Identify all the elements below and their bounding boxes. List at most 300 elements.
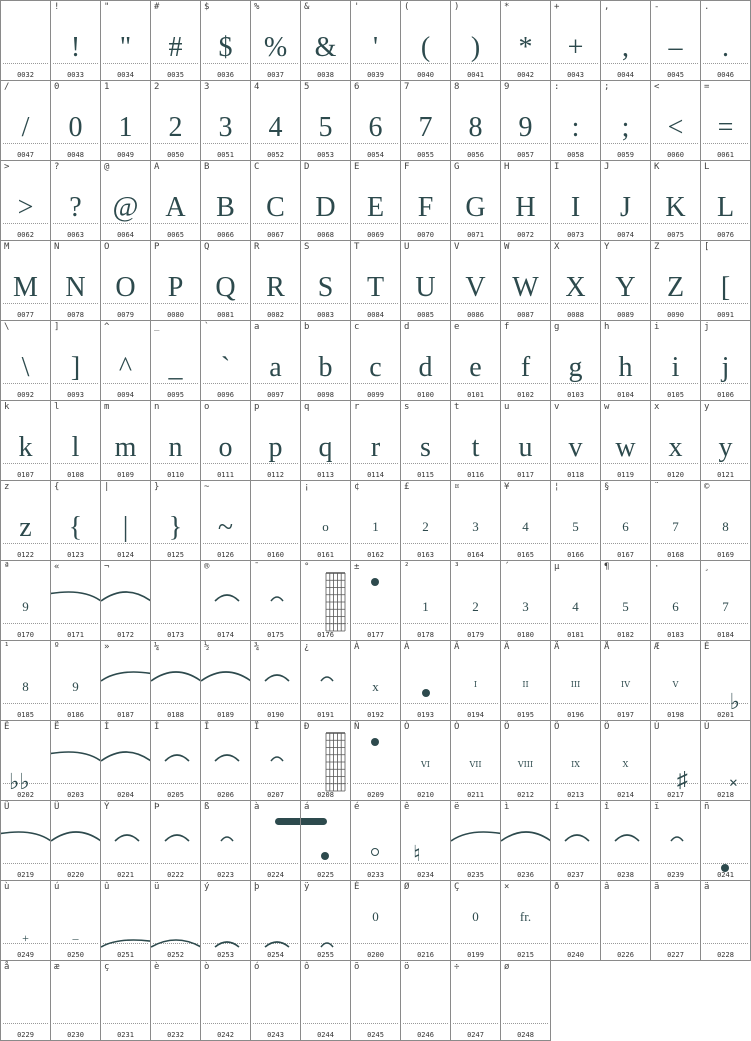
glyph-sample: ) — [470, 32, 481, 63]
glyph-cell[interactable] — [200, 880, 251, 961]
glyph-sample: { — [68, 512, 83, 543]
glyph-cell[interactable] — [450, 160, 501, 241]
glyph-cell[interactable] — [700, 240, 751, 321]
glyph-cell[interactable] — [350, 0, 401, 81]
glyph-cell[interactable] — [650, 800, 701, 881]
glyph-cell[interactable] — [250, 80, 301, 161]
glyph-sample: fr. — [519, 909, 532, 924]
glyph-cell[interactable] — [700, 400, 751, 481]
glyph-cell[interactable] — [600, 80, 651, 161]
glyph-cell[interactable] — [300, 80, 351, 161]
glyph-key-label: Õ — [554, 722, 560, 732]
glyph-cell[interactable] — [50, 560, 101, 641]
glyph-key-label: ã — [654, 882, 660, 892]
glyph-cell[interactable] — [400, 880, 451, 961]
glyph-cell[interactable] — [500, 80, 551, 161]
glyph-cell[interactable] — [200, 960, 251, 1041]
glyph-cell[interactable] — [350, 160, 401, 241]
glyph-cell[interactable] — [300, 960, 351, 1041]
glyph-cell[interactable] — [400, 800, 451, 881]
glyph-code: 0178 — [417, 631, 434, 639]
glyph-code: 0085 — [417, 311, 434, 319]
glyph-key-label: ? — [54, 162, 60, 172]
glyph-cell[interactable] — [500, 720, 551, 801]
glyph-cell[interactable] — [200, 400, 251, 481]
glyph-cell[interactable] — [600, 560, 651, 641]
glyph-cell[interactable] — [300, 640, 351, 721]
glyph-cell[interactable] — [600, 240, 651, 321]
glyph-cell[interactable] — [300, 880, 351, 961]
glyph-cell[interactable] — [600, 320, 651, 401]
glyph-cell[interactable] — [600, 400, 651, 481]
glyph-code: 0172 — [117, 631, 134, 639]
glyph-code: 0161 — [317, 551, 334, 559]
glyph-drawing — [51, 801, 101, 881]
glyph-cell[interactable] — [650, 160, 701, 241]
glyph-key-label: Ç — [454, 882, 460, 892]
glyph-code: 0114 — [367, 471, 384, 479]
glyph-key-label — [154, 562, 159, 572]
glyph-sample: 8 — [468, 112, 483, 143]
glyph-cell[interactable] — [350, 560, 401, 641]
glyph-sample: ^ — [118, 352, 133, 383]
glyph-cell[interactable] — [450, 480, 501, 561]
glyph-cell[interactable] — [450, 320, 501, 401]
glyph-sample: III — [570, 680, 581, 689]
glyph-code: 0077 — [17, 311, 34, 319]
glyph-key-label: Ñ — [354, 722, 360, 732]
glyph-code: 0200 — [367, 951, 384, 959]
glyph-code: 0204 — [117, 791, 134, 799]
glyph-code: 0240 — [567, 951, 584, 959]
glyph-cell[interactable] — [100, 80, 151, 161]
glyph-cell[interactable] — [650, 480, 701, 561]
glyph-cell[interactable] — [250, 320, 301, 401]
glyph-sample: t — [471, 432, 480, 463]
glyph-cell[interactable] — [700, 160, 751, 241]
baseline-guide — [703, 943, 748, 944]
glyph-cell[interactable] — [50, 80, 101, 161]
glyph-cell[interactable] — [450, 240, 501, 321]
glyph-cell[interactable] — [150, 800, 201, 881]
glyph-cell[interactable] — [350, 960, 401, 1041]
glyph-sample: [ — [720, 272, 731, 303]
glyph-cell[interactable] — [450, 880, 501, 961]
glyph-code: 0239 — [667, 871, 684, 879]
glyph-cell[interactable] — [700, 720, 751, 801]
glyph-sample: F — [417, 192, 434, 223]
glyph-cell[interactable] — [50, 320, 101, 401]
glyph-key-label: È — [354, 882, 360, 892]
glyph-key-label: À — [354, 642, 360, 652]
glyph-sample: d — [418, 352, 433, 383]
glyph-cell[interactable] — [650, 240, 701, 321]
glyph-cell[interactable] — [100, 560, 151, 641]
glyph-drawing — [51, 561, 101, 641]
glyph-cell[interactable] — [650, 720, 701, 801]
glyph-cell[interactable] — [650, 80, 701, 161]
glyph-cell[interactable] — [250, 240, 301, 321]
glyph-cell[interactable] — [450, 720, 501, 801]
glyph-cell[interactable] — [500, 160, 551, 241]
glyph-cell[interactable] — [450, 0, 501, 81]
glyph-cell[interactable] — [550, 880, 601, 961]
glyph-sample: II — [522, 680, 529, 689]
glyph-cell[interactable] — [350, 720, 401, 801]
glyph-sample: VIII — [517, 760, 534, 769]
glyph-sample: p — [268, 432, 283, 463]
glyph-cell[interactable] — [350, 800, 401, 881]
glyph-cell[interactable] — [550, 240, 601, 321]
glyph-cell[interactable] — [700, 800, 751, 881]
glyph-cell[interactable] — [250, 480, 301, 561]
glyph-cell[interactable] — [250, 400, 301, 481]
glyph-cell[interactable] — [0, 800, 51, 881]
glyph-cell[interactable] — [100, 400, 151, 481]
glyph-cell[interactable] — [600, 0, 651, 81]
glyph-cell[interactable] — [500, 800, 551, 881]
glyph-cell[interactable] — [300, 800, 351, 881]
glyph-sample: ~ — [217, 512, 234, 543]
glyph-cell[interactable] — [50, 800, 101, 881]
glyph-code: 0047 — [17, 151, 34, 159]
glyph-cell[interactable] — [400, 320, 451, 401]
glyph-key-label: E — [354, 162, 360, 172]
glyph-cell[interactable] — [700, 320, 751, 401]
glyph-cell[interactable] — [600, 160, 651, 241]
glyph-cell[interactable] — [100, 320, 151, 401]
glyph-drawing — [301, 881, 351, 961]
glyph-cell[interactable] — [600, 720, 651, 801]
glyph-cell[interactable] — [650, 560, 701, 641]
glyph-cell[interactable] — [500, 240, 551, 321]
glyph-code: 0255 — [317, 951, 334, 959]
glyph-drawing — [1, 801, 51, 881]
glyph-cell[interactable] — [150, 880, 201, 961]
glyph-cell[interactable] — [200, 320, 251, 401]
glyph-key-label: ´ — [504, 562, 510, 572]
glyph-key-label: ¨ — [654, 482, 660, 492]
glyph-cell[interactable] — [500, 560, 551, 641]
glyph-cell[interactable] — [100, 0, 151, 81]
glyph-cell[interactable] — [550, 0, 601, 81]
glyph-cell[interactable] — [300, 240, 351, 321]
glyph-cell[interactable] — [100, 640, 151, 721]
glyph-cell[interactable] — [50, 0, 101, 81]
glyph-sample: I — [570, 192, 581, 223]
glyph-code: 0185 — [17, 711, 34, 719]
glyph-cell[interactable] — [550, 480, 601, 561]
glyph-cell[interactable] — [0, 640, 51, 721]
glyph-cell[interactable] — [400, 560, 451, 641]
glyph-cell[interactable] — [150, 960, 201, 1041]
glyph-cell[interactable] — [400, 480, 451, 561]
glyph-cell[interactable] — [400, 80, 451, 161]
glyph-code: 0198 — [667, 711, 684, 719]
glyph-code: 0247 — [467, 1031, 484, 1039]
glyph-sample: V — [672, 680, 679, 689]
glyph-cell[interactable] — [450, 800, 501, 881]
glyph-cell[interactable] — [200, 240, 251, 321]
glyph-cell[interactable] — [300, 400, 351, 481]
glyph-cell[interactable] — [400, 640, 451, 721]
glyph-cell[interactable] — [350, 640, 401, 721]
glyph-key-label: > — [4, 162, 10, 172]
glyph-code: 0246 — [417, 1031, 434, 1039]
glyph-cell[interactable] — [200, 640, 251, 721]
baseline-guide — [353, 703, 398, 704]
glyph-key-label: K — [654, 162, 660, 172]
glyph-sample: ? — [69, 192, 82, 223]
glyph-cell[interactable] — [500, 960, 551, 1041]
glyph-cell[interactable] — [550, 560, 601, 641]
glyph-cell[interactable] — [550, 80, 601, 161]
glyph-cell[interactable] — [0, 560, 51, 641]
glyph-key-label: ¢ — [354, 482, 360, 492]
glyph-sample: S — [317, 272, 334, 303]
glyph-key-label: ® — [204, 562, 210, 572]
glyph-cell[interactable] — [500, 320, 551, 401]
glyph-code: 0046 — [717, 71, 734, 79]
glyph-key-label: û — [104, 882, 110, 892]
glyph-cell[interactable] — [150, 400, 201, 481]
glyph-cell[interactable] — [150, 640, 201, 721]
glyph-cell[interactable] — [350, 480, 401, 561]
glyph-key-label: e — [454, 322, 460, 332]
glyph-key-label: - — [654, 2, 660, 12]
glyph-sample: h — [618, 352, 633, 383]
glyph-code: 0213 — [567, 791, 584, 799]
glyph-code: 0048 — [67, 151, 84, 159]
glyph-code: 0233 — [367, 871, 384, 879]
glyph-cell[interactable] — [700, 880, 751, 961]
baseline-guide — [653, 623, 698, 624]
glyph-cell[interactable] — [200, 720, 251, 801]
glyph-cell[interactable] — [700, 640, 751, 721]
glyph-cell[interactable] — [550, 800, 601, 881]
glyph-cell[interactable] — [250, 160, 301, 241]
glyph-cell[interactable] — [600, 480, 651, 561]
glyph-sample: Z — [666, 272, 685, 303]
glyph-cell[interactable] — [200, 560, 251, 641]
glyph-code: 0220 — [67, 871, 84, 879]
glyph-cell[interactable] — [50, 400, 101, 481]
glyph-cell[interactable] — [650, 880, 701, 961]
glyph-cell[interactable] — [700, 480, 751, 561]
glyph-code: 0189 — [217, 711, 234, 719]
glyph-code: 0231 — [117, 1031, 134, 1039]
glyph-cell[interactable] — [350, 320, 401, 401]
glyph-key-label: B — [204, 162, 210, 172]
glyph-cell[interactable] — [200, 0, 251, 81]
glyph-cell[interactable] — [350, 880, 401, 961]
glyph-cell[interactable] — [100, 880, 151, 961]
glyph-cell[interactable] — [150, 560, 201, 641]
glyph-cell[interactable] — [450, 80, 501, 161]
glyph-cell[interactable] — [500, 400, 551, 481]
glyph-cell[interactable] — [150, 320, 201, 401]
glyph-code: 0251 — [117, 951, 134, 959]
glyph-cell[interactable] — [500, 880, 551, 961]
glyph-code: 0105 — [667, 391, 684, 399]
glyph-cell[interactable] — [100, 480, 151, 561]
glyph-cell[interactable] — [200, 800, 251, 881]
glyph-cell[interactable] — [100, 160, 151, 241]
glyph-cell[interactable] — [0, 880, 51, 961]
glyph-key-label: µ — [554, 562, 560, 572]
glyph-cell[interactable] — [0, 720, 51, 801]
glyph-cell[interactable] — [50, 240, 101, 321]
glyph-key-label: Ã — [504, 642, 510, 652]
glyph-cell[interactable] — [100, 800, 151, 881]
glyph-cell[interactable] — [400, 960, 451, 1041]
glyph-cell[interactable] — [150, 720, 201, 801]
glyph-sample: E — [366, 192, 385, 223]
glyph-cell[interactable] — [250, 720, 301, 801]
glyph-key-label: ^ — [104, 322, 110, 332]
glyph-key-label: í — [554, 802, 560, 812]
glyph-cell[interactable] — [700, 80, 751, 161]
glyph-cell[interactable] — [650, 640, 701, 721]
glyph-cell[interactable] — [400, 0, 451, 81]
glyph-key-label: £ — [404, 482, 410, 492]
glyph-cell[interactable] — [600, 880, 651, 961]
glyph-drawing — [151, 641, 201, 721]
glyph-cell[interactable] — [450, 960, 501, 1041]
glyph-code: 0044 — [617, 71, 634, 79]
glyph-code: 0228 — [717, 951, 734, 959]
glyph-cell[interactable] — [300, 0, 351, 81]
glyph-cell[interactable] — [100, 720, 151, 801]
glyph-cell[interactable] — [0, 320, 51, 401]
glyph-cell[interactable] — [50, 960, 101, 1041]
glyph-sample: – — [668, 32, 683, 63]
glyph-code: 0124 — [117, 551, 134, 559]
glyph-cell[interactable] — [650, 400, 701, 481]
glyph-cell[interactable] — [200, 160, 251, 241]
glyph-code: 0038 — [317, 71, 334, 79]
glyph-cell[interactable] — [100, 240, 151, 321]
glyph-cell[interactable] — [0, 160, 51, 241]
glyph-cell[interactable] — [300, 560, 351, 641]
glyph-cell[interactable] — [500, 480, 551, 561]
glyph-cell[interactable] — [100, 960, 151, 1041]
glyph-key-label: 7 — [404, 82, 410, 92]
glyph-cell[interactable] — [550, 320, 601, 401]
glyph-cell[interactable] — [300, 480, 351, 561]
glyph-cell[interactable] — [450, 560, 501, 641]
glyph-cell[interactable] — [700, 0, 751, 81]
glyph-key-label: É — [704, 642, 710, 652]
glyph-code: 0034 — [117, 71, 134, 79]
glyph-cell[interactable] — [50, 720, 101, 801]
glyph-key-label: Z — [654, 242, 660, 252]
glyph-cell[interactable] — [150, 0, 201, 81]
glyph-cell[interactable] — [400, 720, 451, 801]
glyph-cell[interactable] — [200, 480, 251, 561]
glyph-cell[interactable] — [0, 480, 51, 561]
glyph-cell[interactable] — [150, 480, 201, 561]
glyph-cell[interactable] — [0, 240, 51, 321]
glyph-cell[interactable] — [450, 640, 501, 721]
glyph-cell[interactable] — [700, 560, 751, 641]
baseline-guide — [353, 1023, 398, 1024]
glyph-cell[interactable] — [500, 640, 551, 721]
glyph-cell[interactable] — [500, 0, 551, 81]
glyph-cell[interactable] — [250, 560, 301, 641]
glyph-cell[interactable] — [550, 400, 601, 481]
glyph-key-label: I — [554, 162, 560, 172]
glyph-cell[interactable] — [400, 240, 451, 321]
glyph-cell[interactable] — [350, 400, 401, 481]
baseline-guide — [603, 783, 648, 784]
glyph-cell[interactable] — [250, 0, 301, 81]
glyph-code: 0056 — [467, 151, 484, 159]
glyph-cell[interactable] — [650, 320, 701, 401]
glyph-code: 0174 — [217, 631, 234, 639]
glyph-sample: R — [266, 272, 285, 303]
glyph-cell[interactable] — [250, 800, 301, 881]
glyph-cell[interactable] — [550, 720, 601, 801]
glyph-key-label: å — [4, 962, 10, 972]
glyph-cell[interactable] — [50, 480, 101, 561]
glyph-code: 0168 — [667, 551, 684, 559]
glyph-key-label: ó — [254, 962, 260, 972]
glyph-code: 0227 — [667, 951, 684, 959]
glyph-code: 0181 — [567, 631, 584, 639]
glyph-cell[interactable] — [0, 0, 51, 81]
glyph-sample: v — [568, 432, 583, 463]
glyph-cell[interactable] — [150, 160, 201, 241]
glyph-cell[interactable] — [150, 80, 201, 161]
glyph-key-label: U — [404, 242, 410, 252]
baseline-guide — [53, 1023, 98, 1024]
glyph-drawing — [551, 801, 601, 881]
glyph-cell[interactable] — [0, 960, 51, 1041]
glyph-sample: 4 — [522, 519, 529, 534]
glyph-key-label: þ — [254, 882, 260, 892]
glyph-cell[interactable] — [450, 400, 501, 481]
glyph-cell[interactable] — [550, 640, 601, 721]
glyph-cell[interactable] — [350, 80, 401, 161]
glyph-cell[interactable] — [350, 240, 401, 321]
glyph-cell[interactable] — [250, 640, 301, 721]
glyph-cell[interactable] — [250, 880, 301, 961]
glyph-cell[interactable] — [600, 800, 651, 881]
glyph-cell[interactable] — [400, 400, 451, 481]
glyph-cell[interactable] — [300, 720, 351, 801]
baseline-guide — [353, 543, 398, 544]
glyph-cell[interactable] — [650, 0, 701, 81]
glyph-cell[interactable] — [250, 960, 301, 1041]
glyph-cell[interactable] — [0, 400, 51, 481]
glyph-sample: | — [122, 512, 129, 543]
glyph-cell[interactable] — [400, 160, 451, 241]
glyph-cell[interactable] — [50, 640, 101, 721]
glyph-cell[interactable] — [550, 160, 601, 241]
glyph-cell[interactable] — [150, 240, 201, 321]
glyph-cell[interactable] — [300, 320, 351, 401]
glyph-sample: f — [520, 352, 531, 383]
glyph-cell[interactable] — [50, 160, 101, 241]
glyph-key-label: á — [304, 802, 310, 812]
glyph-cell[interactable] — [600, 640, 651, 721]
glyph-cell[interactable] — [300, 160, 351, 241]
baseline-guide — [403, 543, 448, 544]
glyph-cell[interactable] — [50, 880, 101, 961]
glyph-cell[interactable] — [0, 80, 51, 161]
glyph-cell[interactable] — [200, 80, 251, 161]
